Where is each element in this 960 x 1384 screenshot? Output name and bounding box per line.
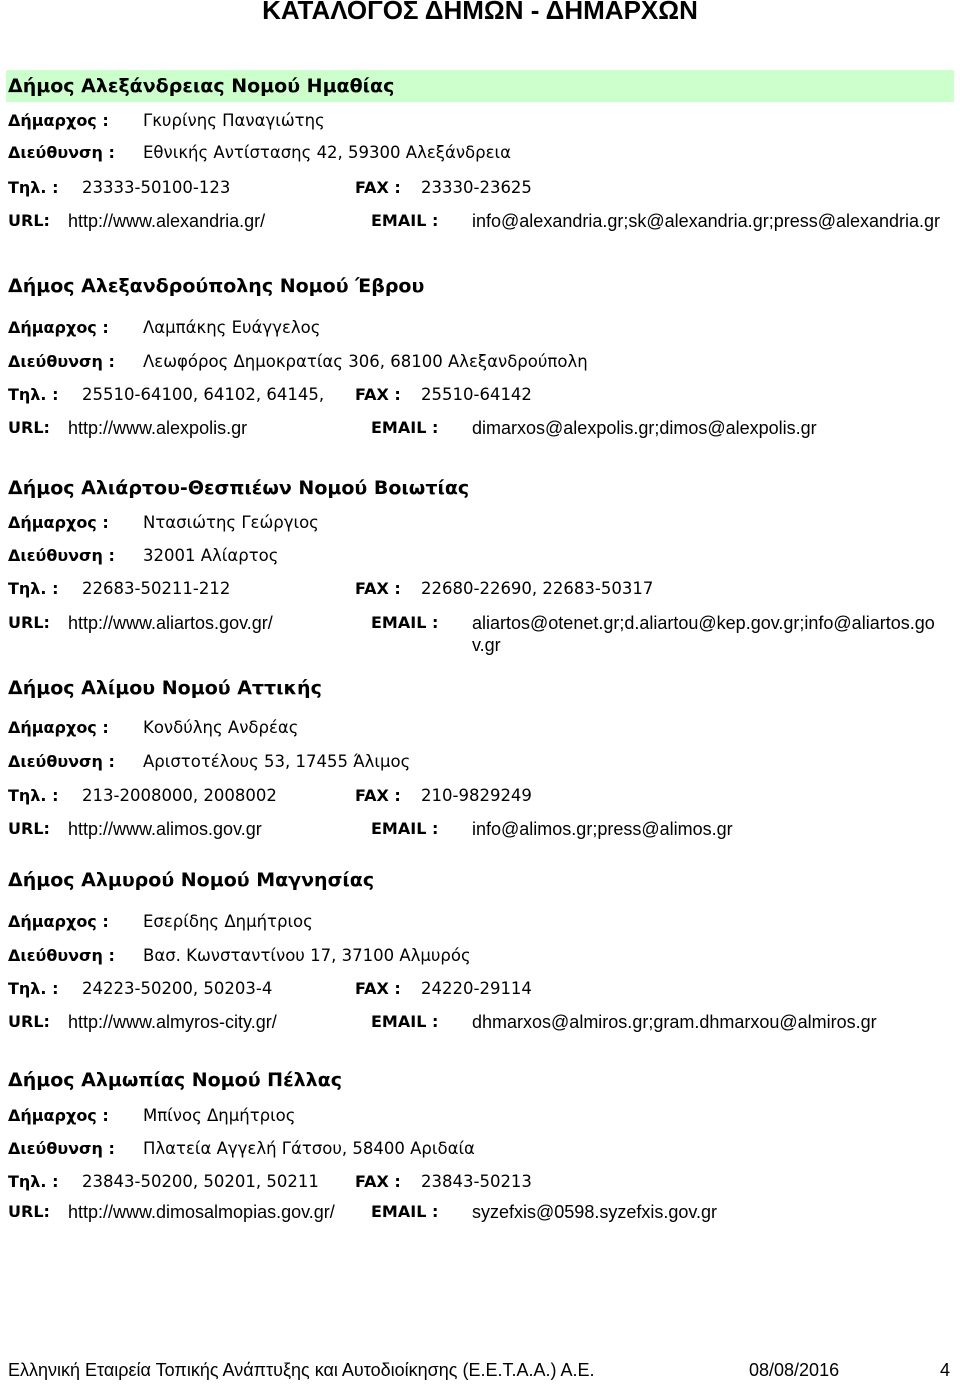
mayor-row [0, 1105, 960, 1129]
phone-value: 23333-50100-123 [82, 178, 231, 197]
mayor-row [0, 911, 960, 935]
fax-label: FAX : [355, 579, 401, 598]
mayor-row [0, 110, 960, 134]
address-value: Βασ. Κωνσταντίνου 17, 37100 Αλμυρός [143, 946, 471, 965]
address-label: Διεύθυνση : [8, 752, 115, 771]
phone-label: Τηλ. : [8, 385, 59, 404]
fax-value: 25510-64142 [421, 385, 532, 404]
website-url: http://www.alexpolis.gr [68, 418, 248, 438]
mayor-label: Δήμαρχος : [8, 912, 109, 931]
website-url: http://www.almyros-city.gr/ [68, 1012, 277, 1032]
address-row [0, 545, 960, 569]
url-label: URL: [8, 819, 50, 838]
phone-label: Τηλ. : [8, 1172, 59, 1191]
url-email-row [0, 1201, 960, 1225]
mayor-name: Κονδύλης Ανδρέας [143, 718, 299, 737]
phone-label: Τηλ. : [8, 979, 59, 998]
page-footer [0, 1357, 960, 1383]
address-label: Διεύθυνση : [8, 946, 115, 965]
footer-page-number: 4 [940, 1360, 951, 1380]
url-email-row [0, 417, 960, 441]
address-label: Διεύθυνση : [8, 1139, 115, 1158]
municipality-name: Δήμος Αλεξάνδρειας Νομού Ημαθίας [8, 75, 395, 97]
phone-fax-row [0, 177, 960, 201]
fax-label: FAX : [355, 385, 401, 404]
website-url: http://www.aliartos.gov.gr/ [68, 613, 273, 633]
address-value: Λεωφόρος Δημοκρατίας 306, 68100 Αλεξανδρούπολη [143, 352, 588, 371]
municipality-name: Δήμος Αλμωπίας Νομού Πέλλας [8, 1069, 343, 1091]
phone-label: Τηλ. : [8, 786, 59, 805]
footer-organization: Ελληνική Εταιρεία Τοπικής Ανάπτυξης και Αυτοδιοίκησης (Ε.Ε.Τ.Α.Α.) Α.Ε. [8, 1360, 595, 1380]
footer-date: 08/08/2016 [749, 1360, 840, 1380]
email-label: EMAIL : [371, 819, 439, 838]
mayor-row [0, 717, 960, 741]
mayor-label: Δήμαρχος : [8, 1106, 109, 1125]
phone-label: Τηλ. : [8, 178, 59, 197]
mayor-name: Εσερίδης Δημήτριος [143, 912, 313, 931]
email-label: EMAIL : [371, 1012, 439, 1031]
phone-fax-row [0, 578, 960, 602]
fax-value: 23843-50213 [421, 1172, 532, 1191]
email-label: EMAIL : [371, 1202, 439, 1221]
mayor-name: Λαμπάκης Ευάγγελος [143, 318, 321, 337]
address-value: Εθνικής Αντίστασης 42, 59300 Αλεξάνδρεια [143, 143, 511, 162]
website-url: http://www.alexandria.gr/ [68, 211, 266, 231]
website-url: http://www.alimos.gov.gr [68, 819, 262, 839]
url-label: URL: [8, 211, 50, 230]
email-value: info@alimos.gr;press@alimos.gr [472, 819, 733, 839]
fax-value: 24220-29114 [421, 979, 532, 998]
fax-value: 210-9829249 [421, 786, 532, 805]
url-email-row [0, 210, 960, 234]
email-value: info@alexandria.gr;sk@alexandria.gr;press@alexandria.gr [472, 211, 941, 231]
address-row [0, 945, 960, 969]
mayor-label: Δήμαρχος : [8, 513, 109, 532]
address-value: Αριστοτέλους 53, 17455 Άλιμος [143, 752, 411, 771]
website-url: http://www.dimosalmopias.gov.gr/ [68, 1202, 335, 1222]
url-label: URL: [8, 1202, 50, 1221]
phone-fax-row [0, 978, 960, 1002]
phone-value: 22683-50211-212 [82, 579, 231, 598]
mayor-row [0, 317, 960, 341]
mayor-label: Δήμαρχος : [8, 318, 109, 337]
municipality-name: Δήμος Αλιάρτου-Θεσπιέων Νομού Βοιωτίας [8, 477, 470, 499]
fax-label: FAX : [355, 786, 401, 805]
email-label: EMAIL : [371, 418, 439, 437]
url-email-row [0, 612, 960, 655]
url-email-row [0, 1011, 960, 1035]
address-label: Διεύθυνση : [8, 352, 115, 371]
email-label: EMAIL : [371, 613, 439, 632]
mayor-name: Μπίνος Δημήτριος [143, 1106, 296, 1125]
address-value: Πλατεία Αγγελή Γάτσου, 58400 Αριδαία [143, 1139, 475, 1158]
mayor-label: Δήμαρχος : [8, 718, 109, 737]
address-label: Διεύθυνση : [8, 143, 115, 162]
address-row [0, 351, 960, 375]
email-value: dimarxos@alexpolis.gr;dimos@alexpolis.gr [472, 418, 817, 438]
url-label: URL: [8, 613, 50, 632]
municipality-name: Δήμος Αλεξανδρούπολης Νομού Έβρου [8, 275, 425, 297]
mayor-row [0, 512, 960, 536]
fax-label: FAX : [355, 178, 401, 197]
fax-value: 22680-22690, 22683-50317 [421, 579, 654, 598]
address-label: Διεύθυνση : [8, 546, 115, 565]
phone-value: 213-2008000, 2008002 [82, 786, 277, 805]
phone-value: 23843-50200, 50201, 50211 [82, 1172, 319, 1191]
fax-label: FAX : [355, 979, 401, 998]
municipality-name: Δήμος Αλίμου Νομού Αττικής [8, 677, 322, 699]
page-title: ΚΑΤΑΛΟΓΟΣ ΔΗΜΩΝ - ΔΗΜΑΡΧΩΝ [262, 0, 698, 25]
url-email-row [0, 818, 960, 842]
url-label: URL: [8, 418, 50, 437]
fax-label: FAX : [355, 1172, 401, 1191]
municipality-name: Δήμος Αλμυρού Νομού Μαγνησίας [8, 869, 375, 891]
phone-fax-row [0, 384, 960, 408]
phone-label: Τηλ. : [8, 579, 59, 598]
email-value: dhmarxos@almiros.gr;gram.dhmarxou@almiros.gr [472, 1012, 877, 1032]
url-label: URL: [8, 1012, 50, 1031]
phone-fax-row [0, 1171, 960, 1195]
email-value: syzefxis@0598.syzefxis.gov.gr [472, 1202, 718, 1222]
phone-value: 25510-64100, 64102, 64145, [82, 385, 325, 404]
address-row [0, 142, 960, 166]
mayor-name: Γκυρίνης Παναγιώτης [143, 111, 325, 130]
address-row [0, 751, 960, 775]
email-value: aliartos@otenet.gr;d.aliartou@kep.gov.gr;info@aliartos.gov.gr [472, 613, 935, 655]
mayor-name: Ντασιώτης Γεώργιος [143, 513, 319, 532]
address-value: 32001 Αλίαρτος [143, 546, 279, 565]
mayor-label: Δήμαρχος : [8, 111, 109, 130]
fax-value: 23330-23625 [421, 178, 532, 197]
phone-fax-row [0, 785, 960, 809]
phone-value: 24223-50200, 50203-4 [82, 979, 273, 998]
email-label: EMAIL : [371, 211, 439, 230]
address-row [0, 1138, 960, 1162]
